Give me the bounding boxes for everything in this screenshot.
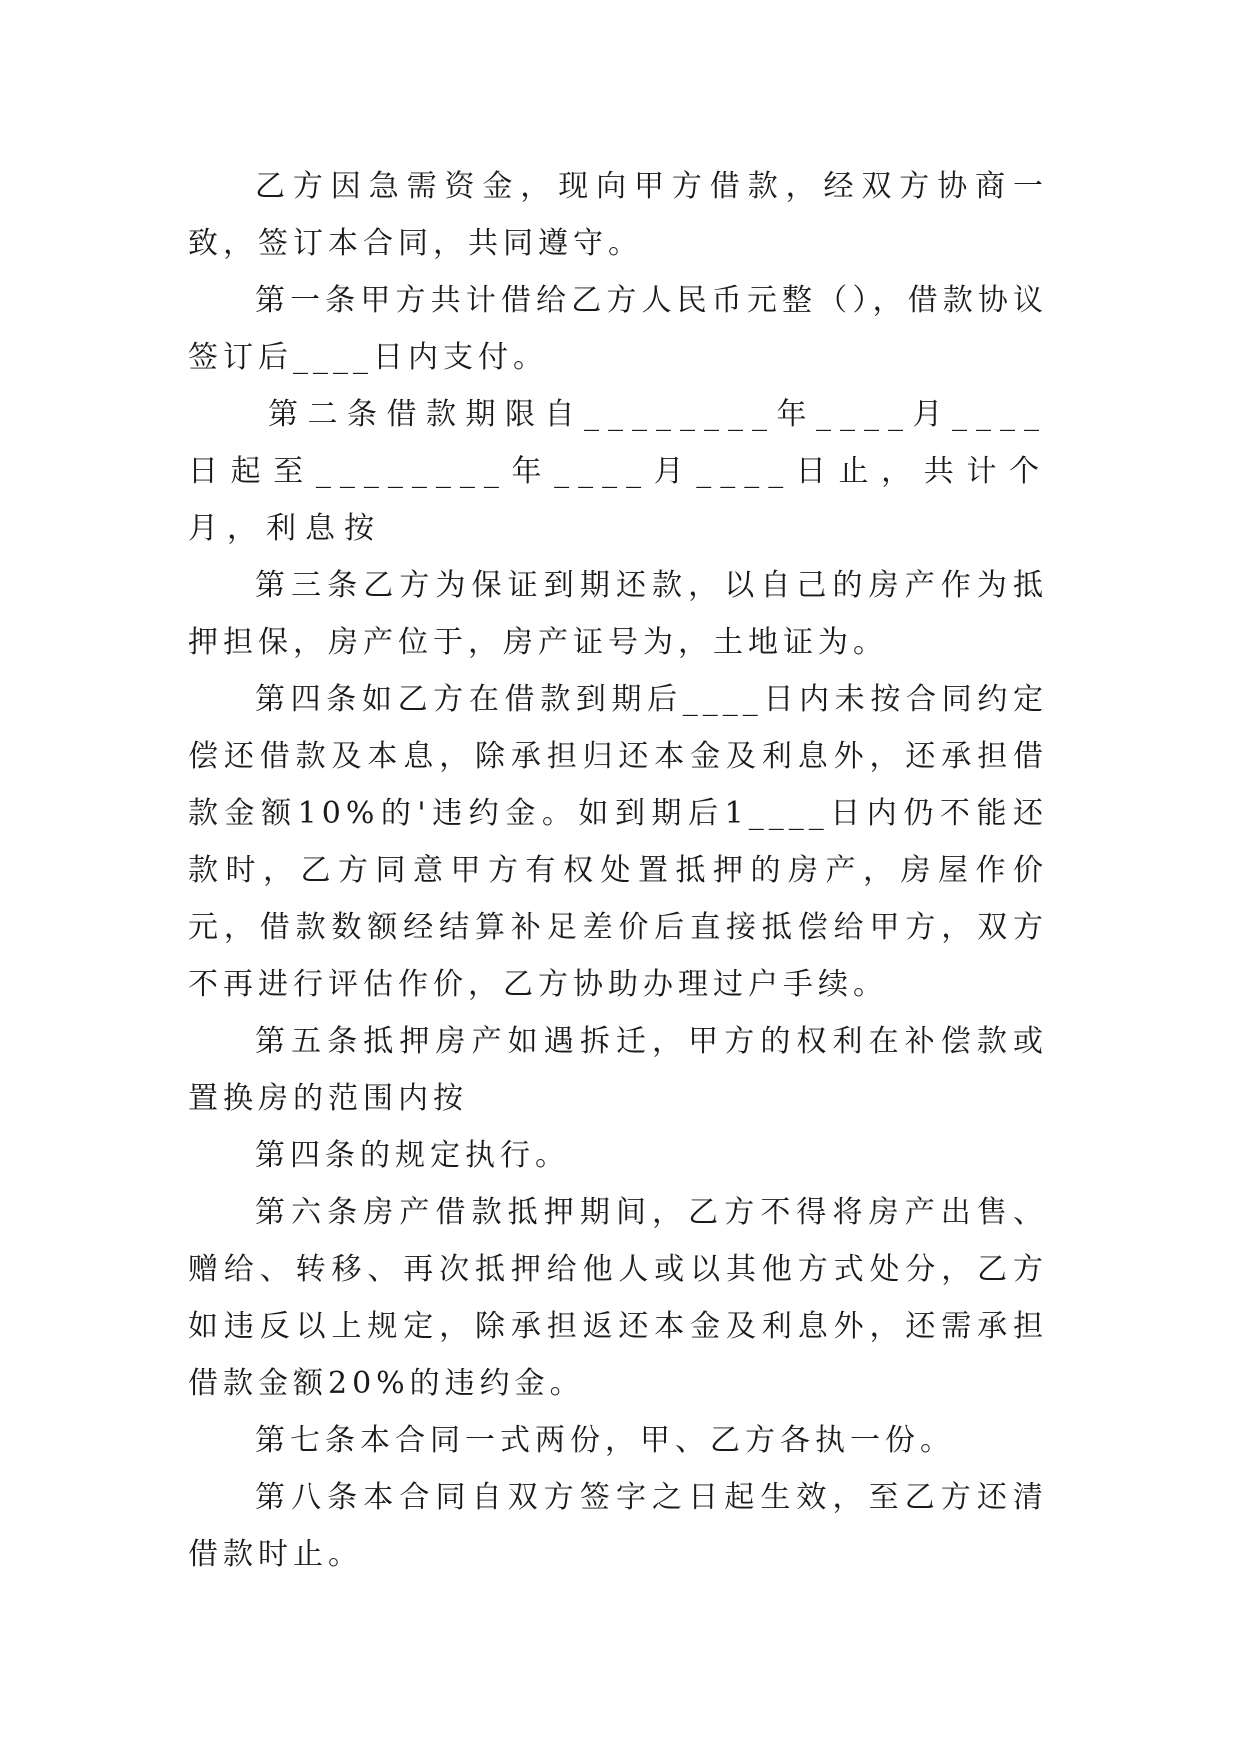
paragraph-article-7: 第七条本合同一式两份，甲、乙方各执一份。 (255, 1423, 955, 1458)
paragraph-article-2: 第二条借款期限自________年____月____日起至________年____月____日止，共计个月，利息按 (188, 397, 1048, 546)
contract-page (188, 158, 1048, 1583)
paragraph-article-4: 第四条如乙方在借款到期后____日内未按合同约定偿还借款及本息，除承担归还本金及利息外，还承担借款金额10%的'违约金。如到期后1____日内仍不能还款时，乙方同意甲方有权处置抵押的房产，房屋作价元，借款数额经结算补足差价后直接抵偿给甲方，双方不再进行评估作价，乙方协助办理过户手续。 (188, 682, 1048, 1002)
paragraph-article-1: 第一条甲方共计借给乙方人民币元整（），借款协议签订后____日内支付。 (188, 283, 1048, 375)
paragraph-preamble: 乙方因急需资金，现向甲方借款，经双方协商一致，签订本合同，共同遵守。 (188, 169, 1048, 261)
paragraph-article-3: 第三条乙方为保证到期还款，以自己的房产作为抵押担保，房产位于，房产证号为，土地证为。 (188, 568, 1048, 660)
paragraph-article-6: 第六条房产借款抵押期间，乙方不得将房产出售、赠给、转移、再次抵押给他人或以其他方式处分，乙方如违反以上规定，除承担返还本金及利息外，还需承担借款金额20%的违约金。 (188, 1195, 1048, 1401)
paragraph-article-5: 第五条抵押房产如遇拆迁，甲方的权利在补偿款或置换房的范围内按 (188, 1024, 1048, 1116)
paragraph-article-5-continued: 第四条的规定执行。 (255, 1138, 570, 1173)
paragraph-article-8: 第八条本合同自双方签字之日起生效，至乙方还清借款时止。 (188, 1480, 1048, 1572)
